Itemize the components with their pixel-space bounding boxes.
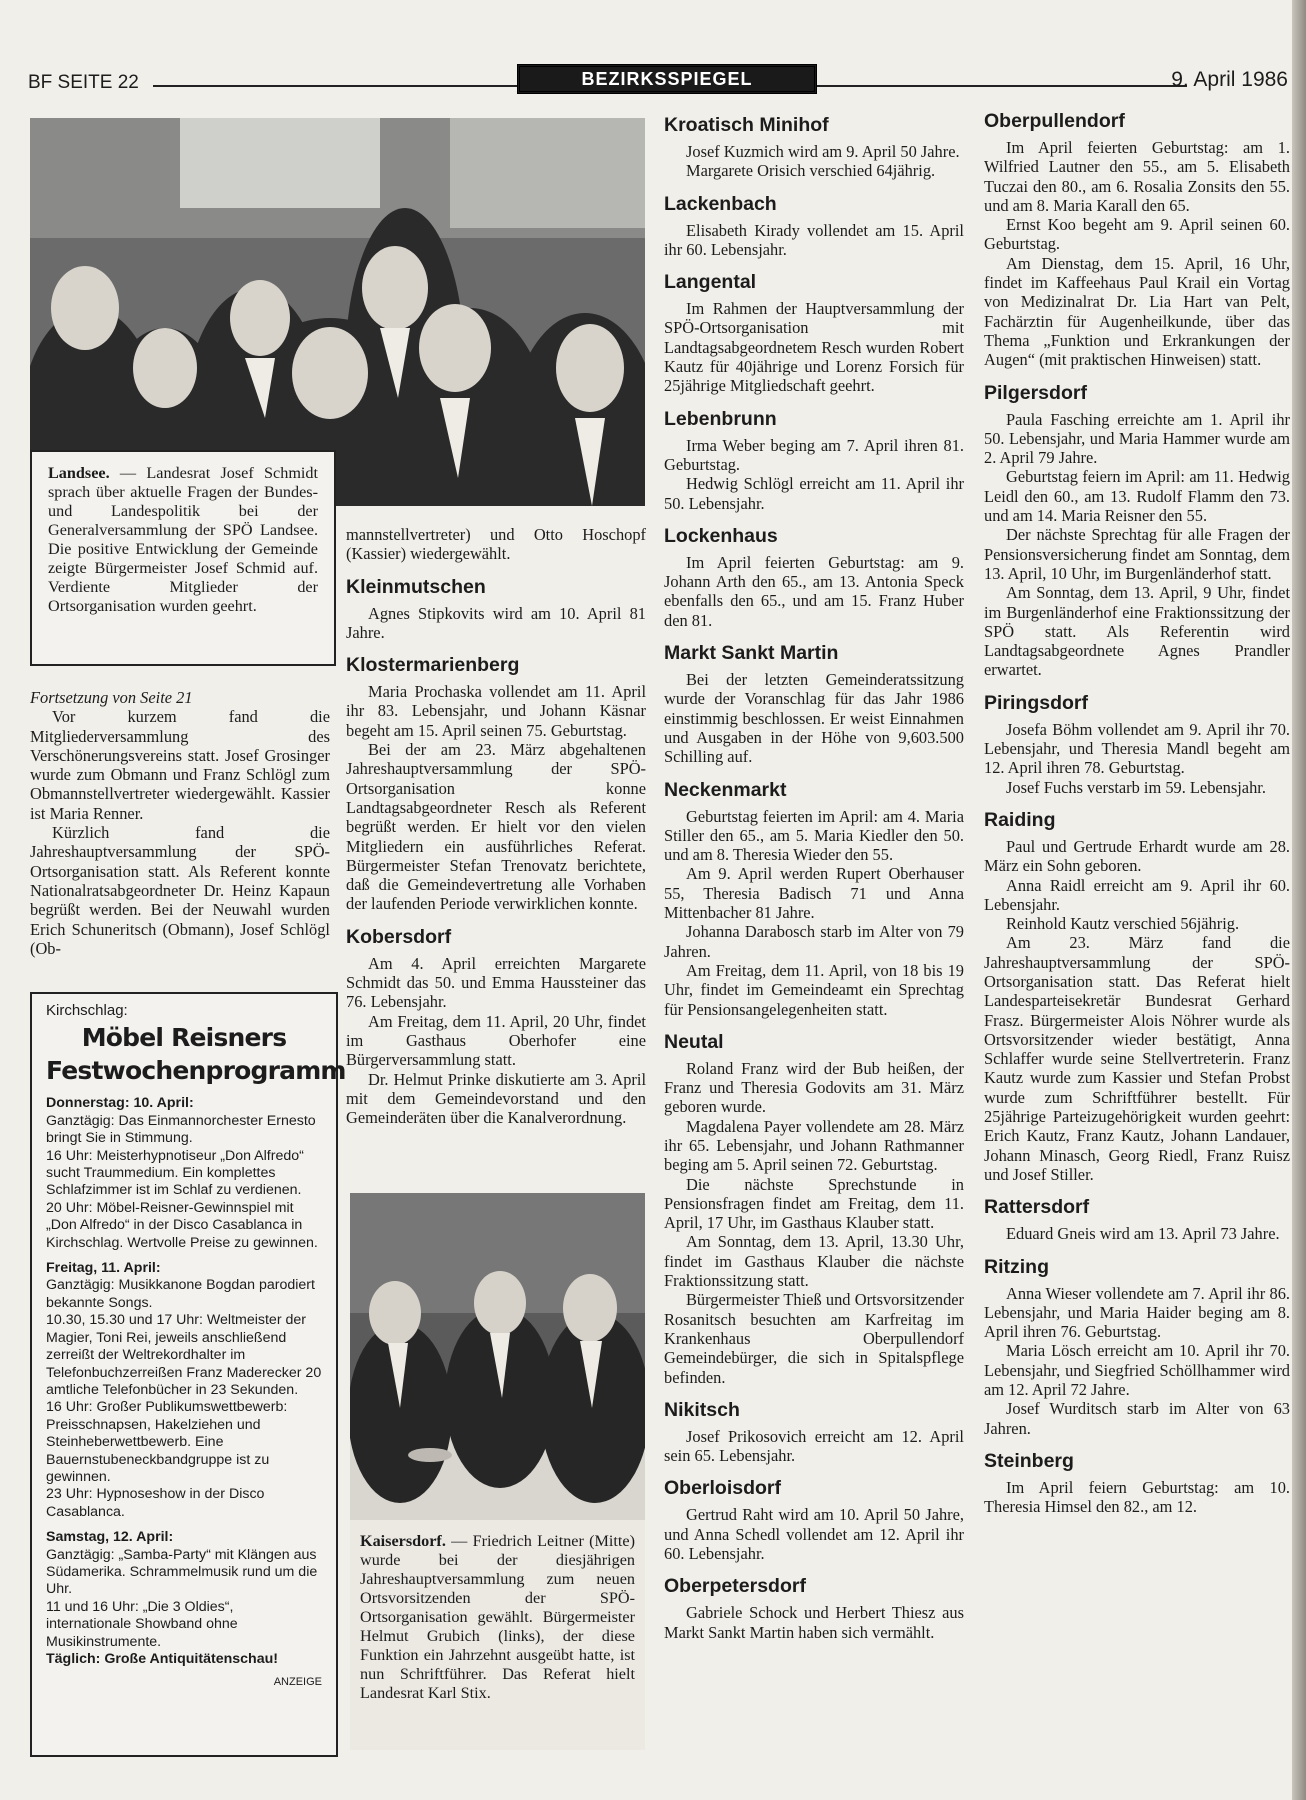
paragraph: Der nächste Sprechtag für alle Fragen der Pensionsversicherung findet am Sonntag, dem 13. April, 10 Uhr, im Burgenländerhof statt. bbox=[984, 525, 1290, 583]
ad-item: Ganztägig: Das Einmannorchester Ernesto bringt Sie in Stimmung. bbox=[46, 1112, 316, 1147]
ad-day-heading: Freitag, 11. April: bbox=[46, 1260, 161, 1277]
paragraph: Geburtstag feierten im April: am 4. Maria Stiller den 65., am 5. Maria Kiedler den 50. und am 8. Theresia Wieder den 55. bbox=[664, 806, 964, 865]
section-heading: Piringsdorf bbox=[984, 691, 1089, 714]
paragraph: Paul und Gertrude Erhardt wurde am 28. März ein Sohn geboren. bbox=[984, 836, 1290, 876]
paragraph: Gertrud Raht wird am 10. April 50 Jahre, und Anna Schedl vollendet am 12. April ihr 60. Lebensjahr. bbox=[664, 1505, 964, 1564]
group-photo-landsee bbox=[30, 118, 645, 506]
paragraph: Im April feierten Geburtstag: am 9. Johann Arth den 65., am 13. Antonia Speck ebenfalls den 65., und am 15. Franz Huber den 81. bbox=[664, 552, 964, 630]
paragraph: Josef Kuzmich wird am 9. April 50 Jahre. bbox=[686, 142, 960, 161]
paragraph: Magdalena Payer vollendete am 28. März ihr 65. Lebensjahr, und Johann Rathmanner beging am 5. April seinen 72. Geburtstag. bbox=[664, 1116, 964, 1175]
continuation-note: Fortsetzung von Seite 21 bbox=[30, 688, 193, 707]
paragraph: Am 23. März fand die Jahreshauptversammlung der SPÖ-Ortsorganisation statt. Das Referat hielt Landesparteisekretär Bundesrat Gerhard Frasz. Bürgermeister Alois Nöhrer wurde als Ortsvorsitzender wieder bestätigt, Anna Schlaffer wurde seine Stellvertreterin. Franz Kautz wurde zum Kassier und Stefan Probst wurde zum Schriftführer bestellt. Für 25jährige Parteizugehörigkeit wurden geehrt: Erich Kautz, Franz Kautz, Johann Landauer, Johann Minasch, Georg Riedl, Franz Ruisz und Josef Stiller. bbox=[984, 933, 1290, 1184]
section-heading: Steinberg bbox=[984, 1449, 1074, 1472]
ad-day-heading: Donnerstag: 10. April: bbox=[46, 1095, 194, 1112]
section-heading: Oberloisdorf bbox=[664, 1477, 782, 1500]
ad-item: 23 Uhr: Hypnoseshow in der Disco Casablanca. bbox=[46, 1486, 265, 1520]
section-heading: Lebenbrunn bbox=[664, 407, 777, 430]
ad-title-line1: Möbel Reisners bbox=[81, 1023, 287, 1053]
paragraph: Eduard Gneis wird am 13. April 73 Jahre. bbox=[1006, 1224, 1280, 1244]
ad-item: 10.30, 15.30 und 17 Uhr: Weltmeister der Magier, Toni Rei, jeweils anschließend zerreißt der Weltrekordhalter im Telefonbuchzerreißen Franz Maderecker 20 amtliche Telefonbücher in 23 Sekunden. bbox=[46, 1312, 322, 1398]
paragraph: Margarete Orisich verschied 64jährig. bbox=[686, 161, 936, 181]
paragraph: Josef Wurditsch starb im Alter von 63 Jahren. bbox=[984, 1399, 1290, 1438]
paragraph: Geburtstag feiern im April: am 11. Hedwig Leidl den 60., am 13. Rudolf Flamm den 73. und am 14. Maria Reisner den 55. bbox=[984, 467, 1290, 526]
section-heading: Oberpullendorf bbox=[984, 110, 1125, 132]
ad-location: Kirchschlag: bbox=[46, 1002, 128, 1019]
ad-item: 16 Uhr: Meisterhypnotiseur „Don Alfredo“ sucht Traummedium. Ein komplettes Schlafzimmer ist im Schlaf zu verdienen. bbox=[46, 1147, 304, 1199]
issue-date: 9. April 1986 bbox=[1171, 68, 1288, 91]
page-header bbox=[28, 62, 1288, 98]
advertisement-box bbox=[30, 992, 346, 1757]
paragraph: Agnes Stipkovits wird am 10. April 81 Jahre. bbox=[346, 603, 646, 642]
paragraph: Bürgermeister Thieß und Ortsvorsitzender Rosanitsch besuchten am Karfreitag im Krankenhaus Oberpullendorf Gemeindebürger, die sich in Spitalspflege befinden. bbox=[664, 1290, 964, 1387]
section-heading: Lockenhaus bbox=[664, 524, 778, 547]
paragraph: Paula Fasching erreichte am 1. April ihr 50. Lebensjahr, und Maria Hammer wurde am 2. April 79 Jahre. bbox=[984, 409, 1290, 468]
page-label: BF SEITE 22 bbox=[28, 72, 139, 93]
paragraph: Bei der letzten Gemeinderatssitzung wurde der Voranschlag für das Jahr 1986 einstimmig beschlossen. Er weist Einnahmen und Ausgaben in der Höhe von 9,603.500 Schilling auf. bbox=[664, 670, 964, 767]
ad-tag: ANZEIGE bbox=[273, 1676, 322, 1689]
ad-day-heading: Samstag, 12. April: bbox=[46, 1529, 174, 1546]
paragraph: Irma Weber beging am 7. April ihren 81. Geburtstag. bbox=[664, 435, 964, 474]
section-heading: Markt Sankt Martin bbox=[664, 642, 839, 665]
paragraph: Josef Prikosovich erreicht am 12. April sein 65. Lebensjahr. bbox=[664, 1426, 964, 1466]
ad-item: Ganztägig: Musikkanone Bogdan parodiert bekannte Songs. bbox=[46, 1277, 315, 1311]
section-banner bbox=[517, 64, 817, 94]
caption-kaisersdorf bbox=[350, 1520, 645, 1750]
header-rule-left bbox=[153, 85, 517, 87]
paragraph: Am 9. April werden Rupert Oberhauser 55, Theresia Badisch 71 und Anna Mittenbacher 81 Jahre. bbox=[664, 864, 964, 923]
column-2 bbox=[346, 525, 646, 1127]
caption-text: — Friedrich Leitner (Mitte) wurde bei der diesjährigen Jahreshauptversammlung zum neuen Ortsvorsitzenden der SPÖ-Ortsorganisation gewählt. Bürgermeister Helmut Grubich (links), der diese Funktion ein Jahrzehnt ausgeübt hatte, ist nun Schriftführer. Das Referat hielt Landesrat Karl Stix. bbox=[360, 1532, 635, 1702]
section-heading: Raiding bbox=[984, 808, 1056, 831]
paragraph: Am Freitag, dem 11. April, 20 Uhr, findet im Gasthaus Oberhofer eine Bürgerversammlung statt. bbox=[346, 1011, 646, 1070]
group-photo-image bbox=[30, 118, 645, 506]
section-heading: Neckenmarkt bbox=[664, 778, 787, 801]
paragraph: mannstellvertreter) und Otto Hoschopf (Kassier) wiedergewählt. bbox=[346, 525, 646, 564]
section-heading: Rattersdorf bbox=[984, 1196, 1090, 1219]
section-heading: Klostermarienberg bbox=[346, 654, 520, 677]
paragraph: Am Freitag, dem 11. April, von 18 bis 19 Uhr, findet im Gemeindeamt ein Sprechtag für Pensionsangelegenheiten statt. bbox=[664, 960, 964, 1019]
paragraph: Im April feierten Geburtstag: am 1. Wilfried Lautner den 55., am 5. Elisabeth Tuczai den 80., am 6. Rosalia Zonsits den 55. und am 8. Maria Karall den 65. bbox=[984, 138, 1290, 215]
paragraph: Am Sonntag, dem 13. April, 13.30 Uhr, findet im Gasthaus Klauber die nächste Fraktionssitzung statt. bbox=[664, 1232, 964, 1291]
caption-text: — Landesrat Josef Schmidt sprach über aktuelle Fragen der Bundes- und Landespolitik bei der Generalversammlung der SPÖ Landsee. Die positive Entwicklung der Gemeinde zeigte Bürgermeister Josef Schmid auf. Verdiente Mitglieder der Ortsorganisation wurden geehrt. bbox=[48, 464, 318, 615]
ad-item: 20 Uhr: Möbel-Reisner-Gewinnspiel mit „Don Alfredo“ in der Disco Casablanca in Kirchschlag. Wertvolle Preise zu gewinnen. bbox=[46, 1199, 318, 1251]
paragraph: Reinhold Kautz verschied 56jährig. bbox=[1006, 914, 1240, 934]
paragraph: Vor kurzem fand die Mitgliederversammlung des Verschönerungsvereins statt. Josef Grosinger wurde zum Obmann und Franz Schlögl zum Obmannstellvertreter wiedergewählt. Kassier ist Maria Renner. bbox=[30, 707, 330, 823]
section-heading: Pilgersdorf bbox=[984, 381, 1087, 404]
column-1 bbox=[30, 688, 330, 958]
section-heading: Oberpetersdorf bbox=[664, 1575, 806, 1598]
paragraph: Josef Fuchs verstarb im 59. Lebensjahr. bbox=[1006, 777, 1266, 797]
section-heading: Neutal bbox=[664, 1030, 724, 1053]
section-heading: Kleinmutschen bbox=[346, 575, 486, 598]
kaisersdorf-photo-image bbox=[350, 1193, 645, 1520]
caption-landsee bbox=[30, 450, 336, 666]
paragraph: Am Sonntag, dem 13. April, 9 Uhr, findet im Burgenländerhof eine Fraktionssitzung der SPÖ statt. Als Referentin wird Landtagsabgeordnete Agnes Prandler erwartet. bbox=[984, 583, 1290, 680]
paragraph: Die nächste Sprechstunde in Pensionsfragen findet am Freitag, dem 11. April, 17 Uhr, im Gasthaus Klauber statt. bbox=[664, 1174, 964, 1233]
page-edge-shadow bbox=[1292, 0, 1306, 1800]
ad-item: Ganztägig: „Samba-Party“ mit Klängen aus Südamerika. Schrammelmusik rund um die Uhr. bbox=[46, 1546, 318, 1598]
paragraph: Bei der am 23. März abgehaltenen Jahreshauptversammlung der SPÖ-Ortsorganisation konne Landtagsabgeordneter Resch als Referent begrüßt werden. Er hielt vor den vielen Mitgliedern ein ausführliches Referat. Bürgermeister Stefan Trenovatz berichtete, daß die Gemeindevertretung alle Vorhaben der laufenden Periode verwirklichen konnte. bbox=[346, 740, 646, 914]
paragraph: Kürzlich fand die Jahreshauptversammlung der SPÖ-Ortsorganisation statt. Als Referent konnte Nationalratsabgeordneter Dr. Heinz Kapaun begrüßt werden. Bei der Neuwahl wurden Erich Schuneritsch (Obmann), Josef Schlögl (Ob- bbox=[30, 823, 330, 958]
paragraph: Johanna Darabosch starb im Alter von 79 Jahren. bbox=[664, 922, 964, 961]
ad-title-line2: Festwochenprogramm bbox=[46, 1056, 346, 1086]
paragraph: Roland Franz wird der Bub heißen, der Franz und Theresia Godovits am 31. März geboren wurde. bbox=[664, 1058, 964, 1117]
paragraph: Hedwig Schlögl erreicht am 11. April ihr 50. Lebensjahr. bbox=[664, 474, 964, 513]
section-heading: Kroatisch Minihof bbox=[664, 114, 829, 136]
paragraph: Maria Prochaska vollendet am 11. April ihr 83. Lebensjahr, und Johann Käsnar begeht am 15. April seinen 75. Geburtstag. bbox=[346, 682, 646, 740]
paragraph: Elisabeth Kirady vollendet am 15. April ihr 60. Lebensjahr. bbox=[664, 220, 964, 259]
ad-item: Täglich: Große Antiquitätenschau! bbox=[46, 1651, 279, 1667]
ad-item: 16 Uhr: Großer Publikumswettbewerb: Preisschnapsen, Hakelziehen und Steinheberwettbewerb. Eine Bauernstubeneckbandgruppe ist zu gewinnen. bbox=[46, 1399, 288, 1485]
section-heading: Langental bbox=[664, 271, 757, 294]
paragraph: Anna Wieser vollendete am 7. April ihr 86. Lebensjahr, und Maria Haider beging am 8. April ihren 76. Geburtstag. bbox=[984, 1283, 1290, 1342]
paragraph: Dr. Helmut Prinke diskutierte am 3. April mit dem Gemeindevorstand und den Gemeinderäten über die Kanalverordnung. bbox=[346, 1069, 646, 1128]
column-3 bbox=[664, 114, 964, 1642]
section-title: BEZIRKSSPIEGEL bbox=[581, 69, 753, 89]
paragraph: Am 4. April erreichten Margarete Schmidt das 50. und Emma Haussteiner das 76. Lebensjahr. bbox=[346, 953, 646, 1012]
paragraph: Anna Raidl erreicht am 9. April ihr 60. Lebensjahr. bbox=[984, 875, 1290, 914]
section-heading: Kobersdorf bbox=[346, 925, 452, 948]
section-heading: Nikitsch bbox=[664, 1398, 740, 1421]
caption-lead: Kaisersdorf. bbox=[360, 1532, 446, 1550]
section-heading: Ritzing bbox=[984, 1255, 1049, 1278]
paragraph: Im Rahmen der Hauptversammlung der SPÖ-Ortsorganisation mit Landtagsabgeordnetem Resch wurden Robert Kautz für 40jährige und Lorenz Forsich für 25jährige Mitgliedschaft geehrt. bbox=[664, 299, 964, 396]
paragraph: Gabriele Schock und Herbert Thiesz aus Markt Sankt Martin haben sich vermählt. bbox=[664, 1603, 964, 1642]
caption-lead: Landsee. bbox=[48, 464, 110, 482]
paragraph: Maria Lösch erreicht am 10. April ihr 70. Lebensjahr, und Siegfried Schöllhammer wird am 12. April 72 Jahre. bbox=[984, 1341, 1290, 1400]
header-rule-right bbox=[817, 85, 1187, 87]
paragraph: Ernst Koo begeht am 9. April seinen 60. Geburtstag. bbox=[984, 215, 1290, 254]
photo-kaisersdorf bbox=[350, 1193, 645, 1520]
paragraph: Im April feiern Geburtstag: am 10. Theresia Himsel den 82., am 12. bbox=[984, 1477, 1290, 1517]
paragraph: Am Dienstag, dem 15. April, 16 Uhr, findet im Kaffeehaus Paul Krail ein Vortag von Medizinalrat Dr. Lia Hart van Pelt, Fachärztin für Augenheilkunde, über das Thema „Funktion und Erkrankungen der Augen“ (mit praktischen Hinweisen) statt. bbox=[984, 253, 1290, 370]
paragraph: Josefa Böhm vollendet am 9. April ihr 70. Lebensjahr, und Theresia Mandl begeht am 12. April ihren 78. Geburtstag. bbox=[984, 719, 1290, 778]
ad-item: 11 und 16 Uhr: „Die 3 Oldies“, internationale Showband ohne Musikinstrumente. bbox=[46, 1598, 238, 1650]
section-heading: Lackenbach bbox=[664, 192, 777, 215]
column-4 bbox=[984, 110, 1290, 1517]
